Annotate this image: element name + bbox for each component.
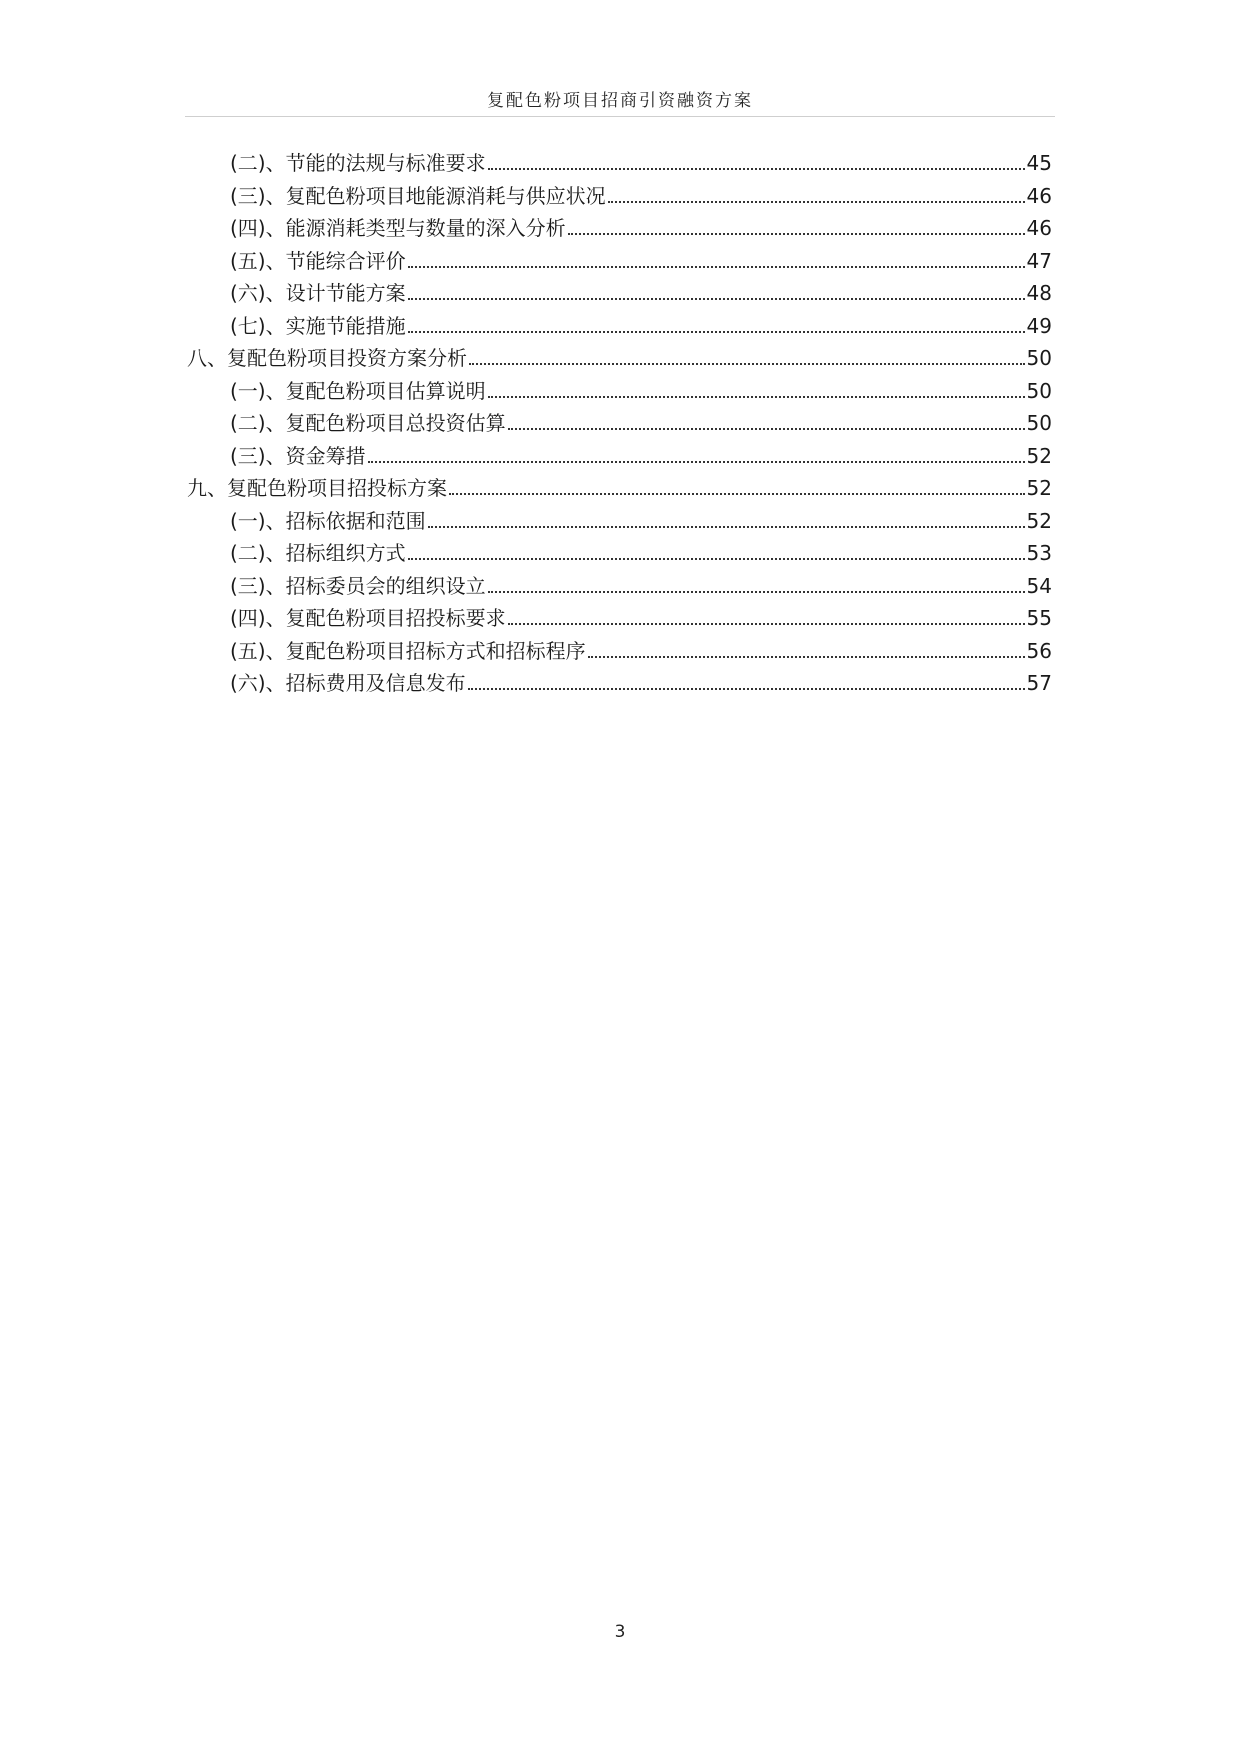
toc-entry[interactable] bbox=[230, 376, 1052, 406]
toc-entry-page: 52 bbox=[1026, 476, 1052, 500]
toc-entry-title: (二)、节能的法规与标准要求 bbox=[230, 151, 486, 175]
toc-entry[interactable] bbox=[230, 603, 1052, 633]
toc-entry-page: 46 bbox=[1026, 216, 1052, 240]
toc-entry[interactable] bbox=[230, 506, 1052, 536]
toc-dot-leader bbox=[408, 298, 1025, 300]
toc-entry-title: (七)、实施节能措施 bbox=[230, 313, 406, 338]
toc-entry-page: 52 bbox=[1026, 508, 1052, 533]
toc-entry-page: 46 bbox=[1026, 183, 1052, 208]
toc-entry-page: 45 bbox=[1026, 151, 1052, 175]
toc-entry-title: 九、复配色粉项目招投标方案 bbox=[187, 476, 447, 500]
toc-dot-leader bbox=[408, 331, 1025, 333]
toc-dot-leader bbox=[508, 428, 1025, 430]
page-header-title: 复配色粉项目招商引资融资方案 bbox=[487, 91, 753, 111]
toc-entry-page: 52 bbox=[1026, 443, 1052, 468]
toc-entry[interactable] bbox=[230, 311, 1052, 341]
toc-dot-leader bbox=[449, 493, 1025, 495]
toc-entry-page: 50 bbox=[1026, 378, 1052, 403]
toc-entry-title: (一)、招标依据和范围 bbox=[230, 508, 426, 533]
toc-dot-leader bbox=[468, 688, 1025, 690]
toc-entry[interactable] bbox=[230, 441, 1052, 471]
toc-entry[interactable] bbox=[230, 246, 1052, 276]
toc-entry-title: (四)、能源消耗类型与数量的深入分析 bbox=[230, 216, 566, 240]
toc-entry-page: 50 bbox=[1026, 411, 1052, 435]
toc-entry-title: (二)、招标组织方式 bbox=[230, 541, 406, 565]
toc-entry-title: (五)、复配色粉项目招标方式和招标程序 bbox=[230, 638, 586, 663]
toc-chapter-entry[interactable] bbox=[187, 473, 1052, 503]
toc-entry[interactable] bbox=[230, 278, 1052, 308]
toc-dot-leader bbox=[588, 656, 1025, 658]
toc-entry-page: 55 bbox=[1026, 606, 1052, 630]
header-divider bbox=[185, 116, 1055, 117]
toc-entry-page: 48 bbox=[1026, 281, 1052, 305]
toc-dot-leader bbox=[368, 461, 1025, 463]
toc-entry[interactable] bbox=[230, 181, 1052, 211]
toc-entry-title: (三)、招标委员会的组织设立 bbox=[230, 573, 486, 598]
toc-entry-title: (三)、资金筹措 bbox=[230, 443, 366, 468]
toc-entry[interactable] bbox=[230, 408, 1052, 438]
toc-dot-leader bbox=[469, 363, 1025, 365]
toc-entry-title: (三)、复配色粉项目地能源消耗与供应状况 bbox=[230, 183, 606, 208]
toc-dot-leader bbox=[508, 623, 1025, 625]
toc-entry-title: (六)、设计节能方案 bbox=[230, 281, 406, 305]
toc-dot-leader bbox=[428, 526, 1025, 528]
toc-dot-leader bbox=[408, 558, 1025, 560]
toc-dot-leader bbox=[488, 591, 1025, 593]
toc-chapter-entry[interactable] bbox=[187, 343, 1052, 373]
toc-dot-leader bbox=[488, 396, 1025, 398]
toc-entry[interactable] bbox=[230, 148, 1052, 178]
toc-dot-leader bbox=[488, 168, 1025, 170]
toc-entry-title: (四)、复配色粉项目招投标要求 bbox=[230, 606, 506, 630]
toc-dot-leader bbox=[608, 201, 1025, 203]
toc-entry-title: 八、复配色粉项目投资方案分析 bbox=[187, 346, 467, 370]
toc-entry-page: 49 bbox=[1026, 313, 1052, 338]
toc-entry-page: 56 bbox=[1026, 638, 1052, 663]
toc-entry-page: 57 bbox=[1026, 671, 1052, 695]
toc-entry-page: 54 bbox=[1026, 573, 1052, 598]
toc-entry[interactable] bbox=[230, 668, 1052, 698]
toc-entry-title: (一)、复配色粉项目估算说明 bbox=[230, 378, 486, 403]
toc-entry-page: 50 bbox=[1026, 346, 1052, 370]
toc-entry[interactable] bbox=[230, 213, 1052, 243]
toc-entry-page: 47 bbox=[1026, 248, 1052, 273]
toc-entry[interactable] bbox=[230, 538, 1052, 568]
toc-entry[interactable] bbox=[230, 636, 1052, 666]
toc-entry-title: (六)、招标费用及信息发布 bbox=[230, 671, 466, 695]
toc-dot-leader bbox=[568, 233, 1025, 235]
page-number: 3 bbox=[614, 1622, 626, 1642]
toc-entry-title: (二)、复配色粉项目总投资估算 bbox=[230, 411, 506, 435]
toc-entry-title: (五)、节能综合评价 bbox=[230, 248, 406, 273]
toc-entry[interactable] bbox=[230, 571, 1052, 601]
toc-dot-leader bbox=[408, 266, 1025, 268]
toc-entry-page: 53 bbox=[1026, 541, 1052, 565]
